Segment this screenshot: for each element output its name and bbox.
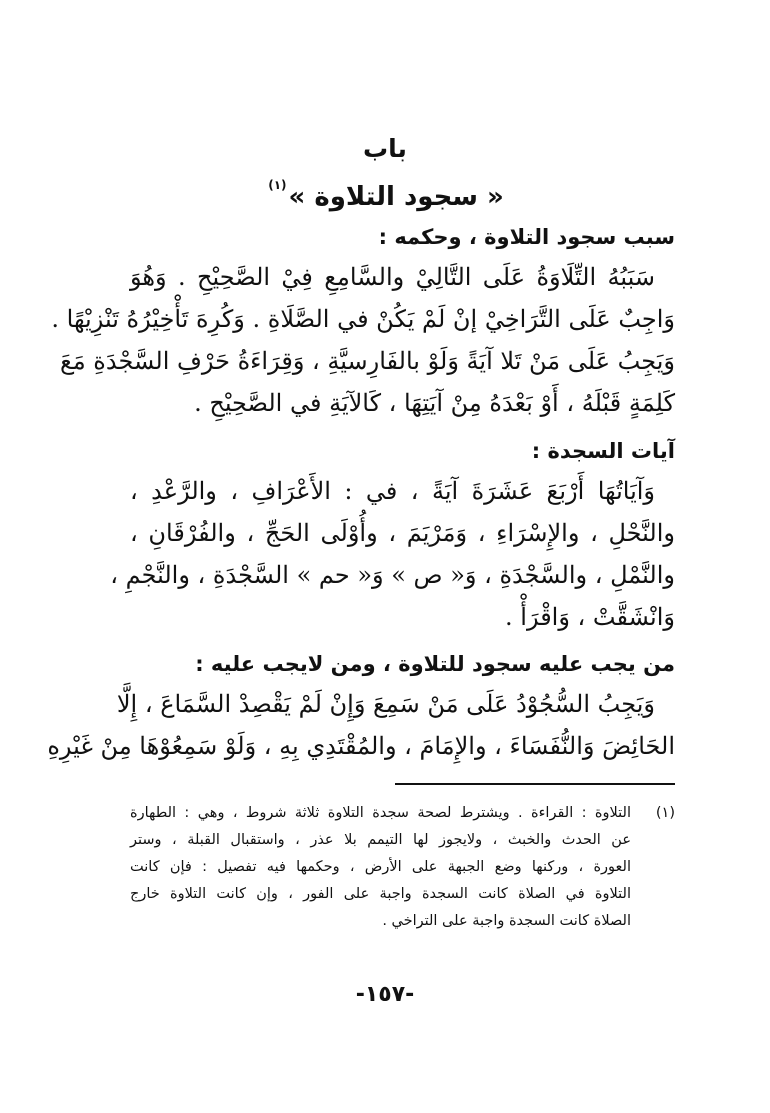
- text-line: والنَّمْلِ ، والسَّجْدَةِ ، وَ« ص » وَ« حم » السَّجْدَةِ ، والنَّجْمِ ،: [110, 561, 675, 589]
- section-cause-and-ruling: [51, 218, 675, 424]
- section-heading: آيات السجدة :: [531, 439, 675, 463]
- footnote-marker: (١): [655, 805, 675, 821]
- footnote-line: الصلاة كانت السجدة واجبة على التراخي .: [382, 913, 631, 929]
- text-line: وَيَجِبُ السُّجُوْدُ عَلَى مَنْ سَمِعَ وَإِنْ لَمْ يَقْصِدْ السَّمَاعَ ، إِلَّا: [116, 690, 655, 718]
- text-line: وَانْشَقَّتْ ، وَاقْرَأْ .: [505, 603, 675, 631]
- text-line: وَيَجِبُ عَلَى مَنْ تَلا آيَةً وَلَوْ بالفَارِسيَّةِ ، وَقِرَاءَةُ حَرْفِ السَّجْدَةِ مَعَ: [60, 347, 675, 375]
- footnote-line: العورة ، وركنها وضع الجبهة على الأرض ، وحكمها فيه تفصيل : فإن كانت: [130, 859, 631, 875]
- section-verses-of-prostration: [110, 432, 675, 638]
- chapter-label: باب: [363, 134, 407, 163]
- text-line: كَلِمَةٍ قَبْلَهُ ، أَوْ بَعْدَهُ مِنْ آيَتِهَا ، كَالآيَةِ في الصَّحِيْحِ .: [194, 389, 675, 417]
- page-number: -١٥٧-: [355, 982, 415, 1007]
- text-line: وَاجِبٌ عَلَى التَّرَاخِيْ إنْ لَمْ يَكُنْ في الصَّلَاةِ . وَكُرِهَ تَأْخِيْرُهُ تَنْزِيْهًا .: [51, 305, 675, 333]
- text-line: والنَّحْلِ ، والإِسْرَاءِ ، وَمَرْيَمَ ، وأُوْلَى الحَجِّ ، والفُرْقَانِ ،: [130, 519, 675, 547]
- footnote-line: التلاوة في الصلاة كانت السجدة واجبة على الفور ، وإن كانت التلاوة خارج: [130, 886, 631, 902]
- section-who-must-prostrate: [47, 645, 675, 767]
- section-heading: سبب سجود التلاوة ، وحكمه :: [378, 225, 675, 249]
- title-footnote-ref: (١): [268, 178, 287, 192]
- footnote: [130, 800, 675, 935]
- footnote-separator: [395, 783, 675, 785]
- footnote-line: عن الحدث والخبث ، ولايجوز لها التيمم بلا عذر ، واستقبال القبلة ، وستر: [130, 832, 631, 848]
- footnote-line: التلاوة : القراءة . ويشترط لصحة سجدة التلاوة ثلاثة شروط ، وهي : الطهارة: [130, 805, 631, 821]
- section-heading: من يجب عليه سجود للتلاوة ، ومن لايجب عليه :: [195, 652, 675, 676]
- text-line: الحَائِضَ وَالنُّفَسَاءَ ، والإِمَامَ ، والمُقْتَدِي بِهِ ، وَلَوْ سَمِعُوْهَا مِنْ غَيْرِهِ: [47, 732, 675, 760]
- text-line: سَبَبُهُ التِّلَاوَةُ عَلَى التَّالِيْ والسَّامِعِ فِيْ الصَّحِيْحِ . وَهُوَ: [130, 263, 655, 291]
- title-text: « سجود التلاوة »: [288, 182, 504, 212]
- chapter-title: [0, 167, 770, 215]
- text-line: وَآيَاتُهَا أَرْبَعَ عَشَرَةَ آيَةً ، في : الأَعْرَافِ ، والرَّعْدِ ،: [130, 477, 656, 505]
